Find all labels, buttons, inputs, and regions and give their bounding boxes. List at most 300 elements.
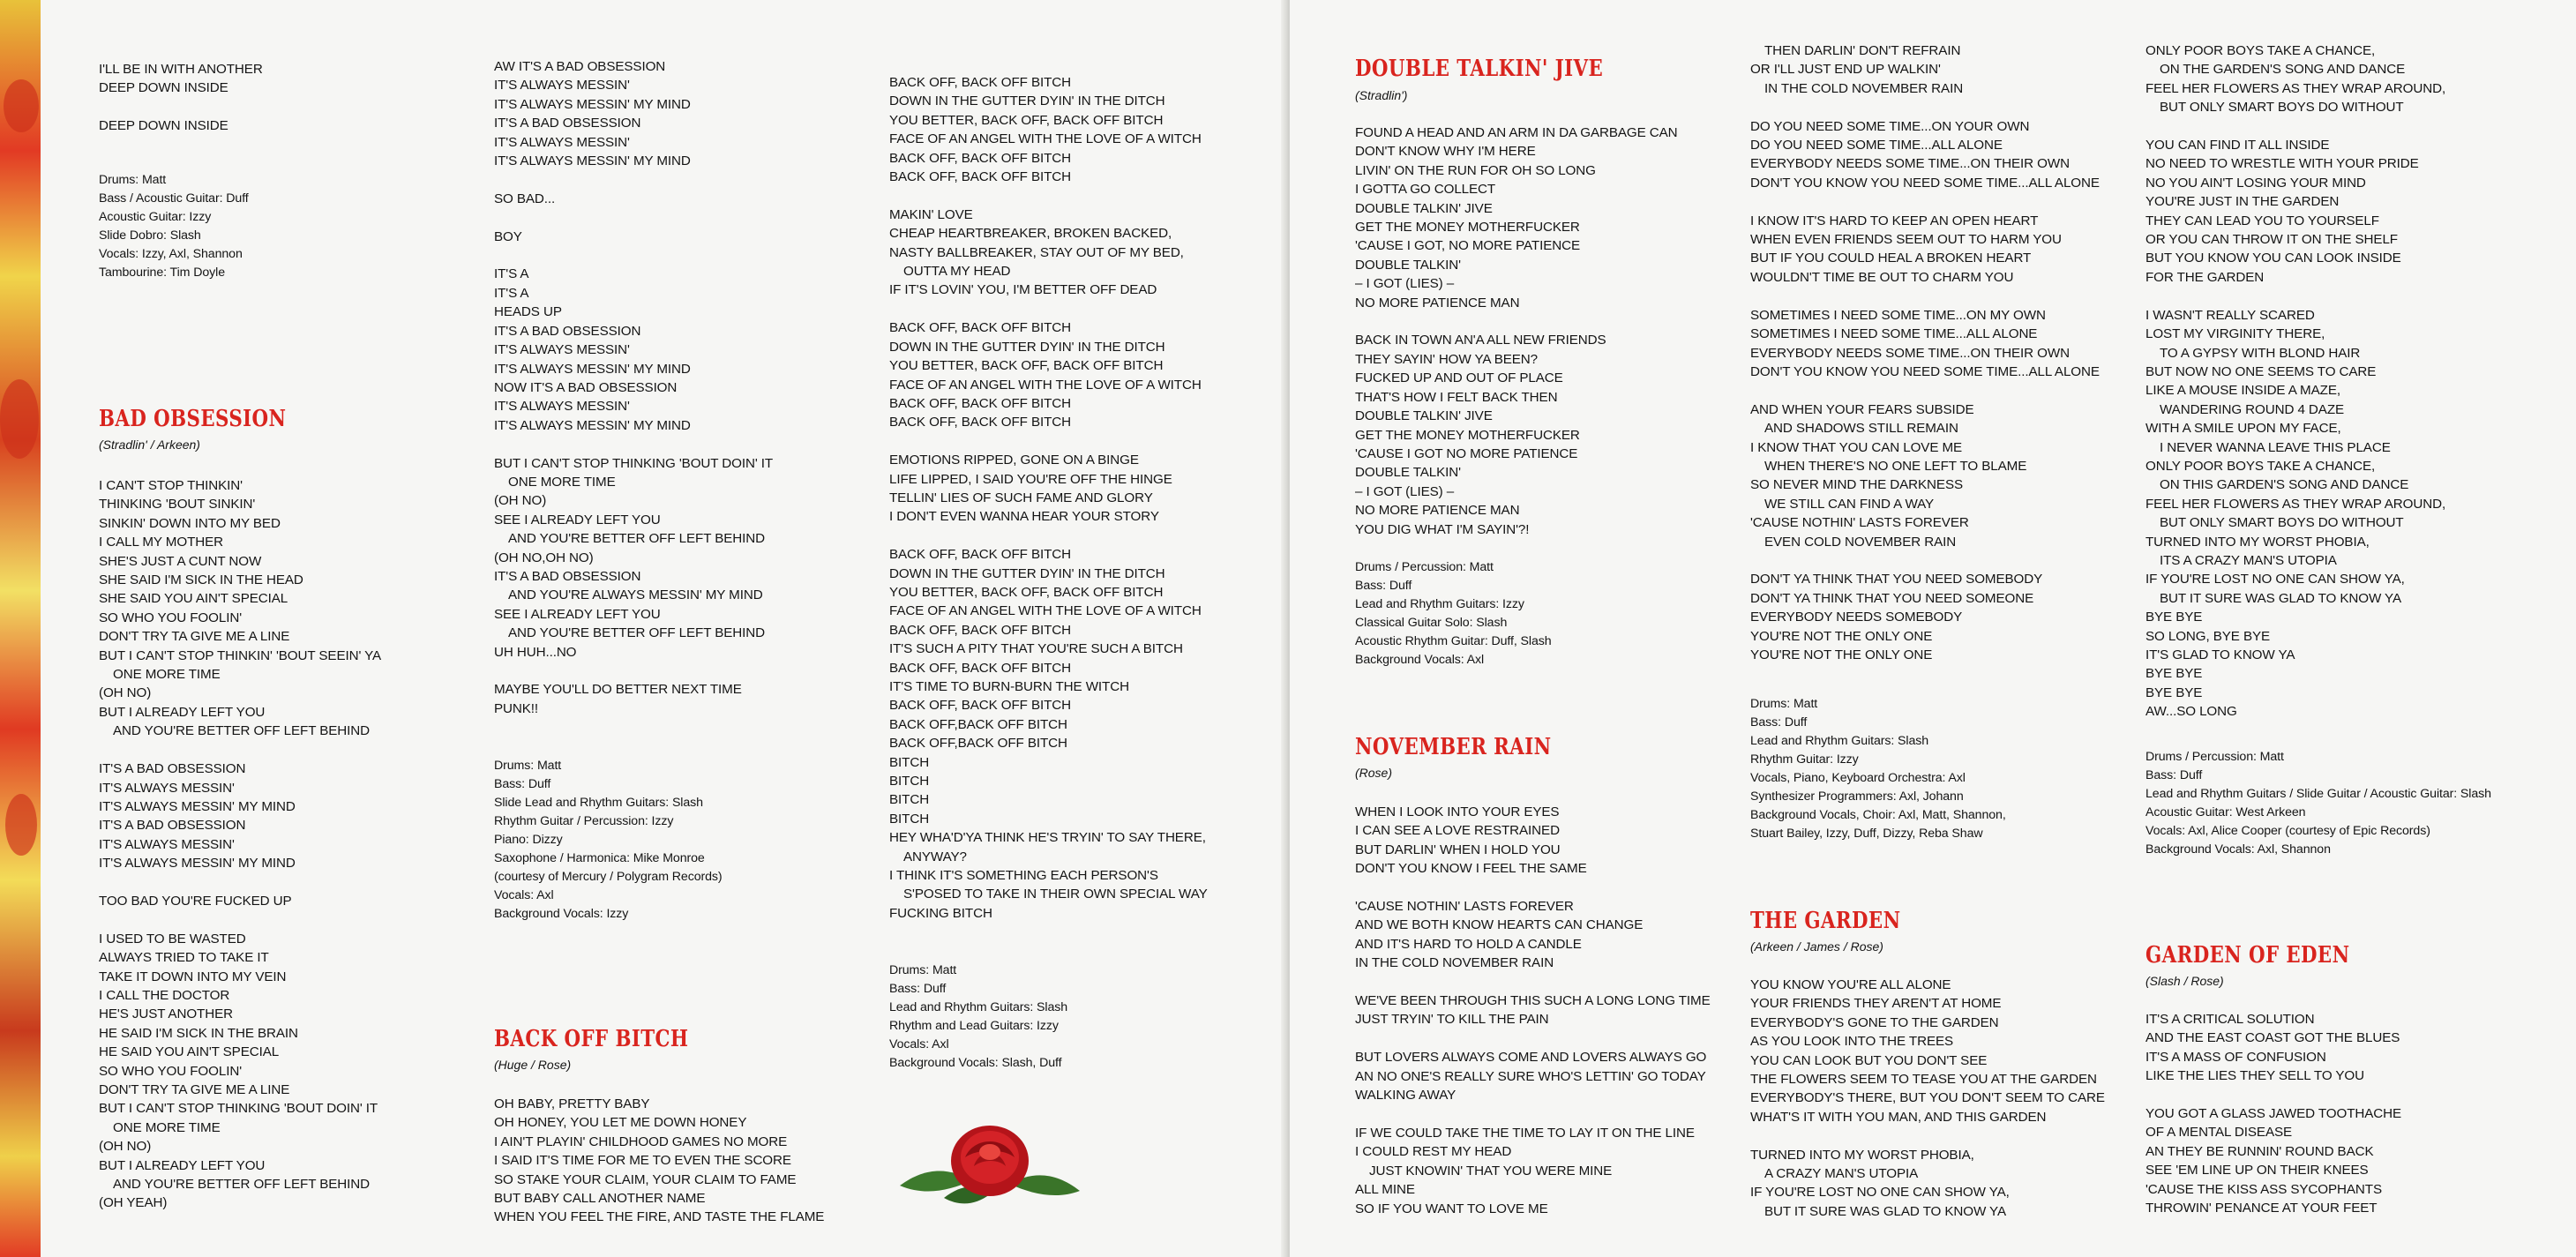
text-line: DOWN IN THE GUTTER DYIN' IN THE DITCH (889, 339, 1165, 355)
text-line: THAT'S HOW I FELT BACK THEN (1355, 389, 1558, 405)
text-line: BOY (494, 228, 522, 244)
text-line: Bass: Duff (889, 982, 947, 996)
text-line: GET THE MONEY MOTHERFUCKER (1355, 427, 1580, 443)
text-line: BACK OFF, BACK OFF BITCH (889, 622, 1072, 638)
text-line: HE SAID YOU AIN'T SPECIAL (99, 1044, 280, 1060)
blank-line (2145, 1086, 2401, 1104)
text-line: WHEN YOU FEEL THE FIRE, AND TASTE THE FLAME (494, 1209, 825, 1225)
text-line: IT'S ALWAYS MESSIN' MY MIND (99, 856, 296, 872)
text-line: EVERYBODY'S THERE, BUT YOU DON'T SEEM TO CARE (1750, 1090, 2105, 1106)
text-line: DOUBLE TALKIN' (1355, 465, 1461, 481)
text-line: BUT I CAN'T STOP THINKIN' 'BOUT SEEIN' YA (99, 647, 382, 663)
text-line: IT'S GLAD TO KNOW YA (2145, 647, 2295, 662)
song-title-double-talkin-jive: DOUBLE TALKIN' JIVE (1355, 56, 1604, 82)
text-line: SO NEVER MIND THE DARKNESS (1750, 477, 1964, 493)
text-line: DON'T TRY TA GIVE ME A LINE (99, 1082, 290, 1097)
text-line: Vocals: Axl (889, 1037, 949, 1051)
text-line: HE'S JUST ANOTHER (99, 1006, 233, 1022)
text-line: BACK OFF, BACK OFF BITCH (889, 169, 1072, 185)
text-line: OH HONEY, YOU LET ME DOWN HONEY (494, 1115, 747, 1131)
text-line: EVERYBODY NEEDS SOME TIME...ON THEIR OWN (1750, 345, 2070, 361)
text-line: 'CAUSE I GOT, NO MORE PATIENCE (1355, 238, 1581, 254)
text-line: YOU CAN FIND IT ALL INSIDE (2145, 138, 2330, 153)
text-line: ANYWAY? (903, 849, 967, 864)
text-line: BITCH (889, 811, 930, 827)
text-line: TELLIN' LIES OF SUCH FAME AND GLORY (889, 490, 1153, 505)
text-line: I NEVER WANNA LEAVE THIS PLACE (2160, 439, 2391, 455)
songwriters-double-talkin-jive: (Stradlin') (1355, 88, 1408, 102)
text-line: I CALL THE DOCTOR (99, 987, 230, 1003)
song-title-garden-of-eden: GARDEN OF EDEN (2145, 942, 2350, 969)
text-line: DON'T YOU KNOW YOU NEED SOME TIME...ALL ALONE (1750, 363, 2100, 379)
song-title-bad-obsession: BAD OBSESSION (99, 406, 287, 432)
text-line: BACK OFF, BACK OFF BITCH (889, 547, 1072, 563)
blank-line (1355, 879, 1711, 897)
lyrics-back-off-bitch (494, 1095, 824, 1227)
text-line: CHEAP HEARTBREAKER, BROKEN BACKED, (889, 226, 1172, 242)
text-line: BUT IF YOU COULD HEAL A BROKEN HEART (1750, 251, 2032, 266)
text-line: TAKE IT DOWN INTO MY VEIN (99, 969, 287, 984)
blank-line (889, 432, 1208, 451)
text-line: Drums: Matt (99, 173, 167, 187)
text-line: NO MORE PATIENCE MAN (1355, 295, 1520, 311)
text-line: NO YOU AIN'T LOSING YOUR MIND (2145, 175, 2366, 191)
songwriters-garden-of-eden: (Slash / Rose) (2145, 974, 2224, 988)
blank-line (1750, 287, 2100, 305)
text-line: BITCH (889, 792, 930, 808)
text-line: AND IT'S HARD TO HOLD A CANDLE (1355, 936, 1582, 952)
text-line: AW...SO LONG (2145, 704, 2237, 720)
songwriters-the-garden: (Arkeen / James / Rose) (1750, 939, 1883, 954)
left-page-artwork-edge (0, 0, 41, 1257)
text-line: IF WE COULD TAKE THE TIME TO LAY IT ON THE LINE (1355, 1125, 1695, 1141)
col1-credits (99, 171, 249, 282)
text-line: Rhythm and Lead Guitars: Izzy (889, 1019, 1059, 1033)
lyrics-bad-obsession (99, 476, 381, 1213)
text-line: IT'S ALWAYS MESSIN' MY MIND (494, 361, 691, 377)
text-line: BUT NOW NO ONE SEEMS TO CARE (2145, 363, 2377, 379)
text-line: WE'VE BEEN THROUGH THIS SUCH A LONG LONG TIME (1355, 993, 1711, 1009)
text-line: IT'S ALWAYS MESSIN' (494, 342, 630, 358)
text-line: FACE OF AN ANGEL WITH THE LOVE OF A WITCH (889, 377, 1202, 393)
text-line: WITH A SMILE UPON MY FACE, (2145, 421, 2341, 437)
text-line: THE FLOWERS SEEM TO TEASE YOU AT THE GARDEN (1750, 1072, 2097, 1088)
text-line: BACK IN TOWN AN'A ALL NEW FRIENDS (1355, 333, 1606, 348)
text-line: THEN DARLIN' DON'T REFRAIN (1764, 43, 1961, 58)
text-line: WOULDN'T TIME BE OUT TO CHARM YOU (1750, 269, 2014, 285)
text-line: A CRAZY MAN'S UTOPIA (1764, 1166, 1919, 1182)
text-line: Drums: Matt (889, 963, 957, 977)
text-line: BACK OFF,BACK OFF BITCH (889, 716, 1067, 732)
blank-line (494, 170, 773, 189)
col3-credits (889, 961, 1067, 1073)
text-line: IT'S A BAD OBSESSION (494, 323, 641, 339)
text-line: HEY WHA'D'YA THINK HE'S TRYIN' TO SAY THERE, (889, 830, 1206, 846)
text-line: EVEN COLD NOVEMBER RAIN (1764, 534, 1957, 550)
song-title-the-garden: THE GARDEN (1750, 908, 1901, 934)
text-line: BACK OFF, BACK OFF BITCH (889, 415, 1072, 430)
text-line: Drums / Percussion: Matt (2145, 750, 2284, 764)
text-line: AW IT'S A BAD OBSESSION (494, 59, 666, 74)
text-line: Rhythm Guitar / Percussion: Izzy (494, 814, 674, 828)
text-line: OR I'LL JUST END UP WALKIN' (1750, 62, 1941, 78)
text-line: TURNED INTO MY WORST PHOBIA, (1750, 1147, 1974, 1163)
text-line: EVERYBODY NEEDS SOMEBODY (1750, 610, 1963, 625)
text-line: FOUND A HEAD AND AN ARM IN DA GARBAGE CAN (1355, 125, 1678, 140)
text-line: SOMETIMES I NEED SOME TIME...ALL ALONE (1750, 326, 2038, 342)
blank-line (494, 435, 773, 453)
text-line: THEY CAN LEAD YOU TO YOURSELF (2145, 213, 2379, 228)
blank-line (1355, 1029, 1711, 1048)
song-title-back-off-bitch: BACK OFF BITCH (494, 1026, 689, 1052)
text-line: LIKE THE LIES THEY SELL TO YOU (2145, 1068, 2364, 1084)
text-line: HE SAID I'M SICK IN THE BRAIN (99, 1025, 298, 1041)
text-line: AN THEY BE RUNNIN' ROUND BACK (2145, 1143, 2374, 1159)
text-line: Acoustic Guitar: West Arkeen (2145, 805, 2306, 819)
text-line: LOST MY VIRGINITY THERE, (2145, 326, 2325, 342)
text-line: BACK OFF, BACK OFF BITCH (889, 75, 1072, 90)
text-line: EVERYBODY NEEDS SOME TIME...ON THEIR OWN (1750, 156, 2070, 172)
text-line: IT'S SUCH A PITY THAT YOU'RE SUCH A BITCH (889, 641, 1183, 657)
text-line: BUT DARLIN' WHEN I HOLD YOU (1355, 842, 1561, 857)
text-line: DON'T TRY TA GIVE ME A LINE (99, 629, 290, 645)
text-line: YOU CAN LOOK BUT YOU DON'T SEE (1750, 1052, 1988, 1068)
text-line: AN NO ONE'S REALLY SURE WHO'S LETTIN' GO TODAY (1355, 1068, 1706, 1084)
text-line: IT'S ALWAYS MESSIN' (99, 836, 235, 852)
text-line: DEEP DOWN INSIDE (99, 80, 228, 96)
text-line: DOUBLE TALKIN' JIVE (1355, 408, 1493, 424)
text-line: IT'S A BAD OBSESSION (494, 116, 641, 131)
text-line: DO YOU NEED SOME TIME...ALL ALONE (1750, 138, 2003, 153)
text-line: LIVIN' ON THE RUN FOR OH SO LONG (1355, 162, 1596, 178)
text-line: Tambourine: Tim Doyle (99, 266, 225, 280)
text-line: YOU BETTER, BACK OFF, BACK OFF BITCH (889, 112, 1164, 128)
text-line: I COULD REST MY HEAD (1355, 1144, 1512, 1160)
col1-top-lyrics (99, 60, 263, 136)
text-line: Background Vocals, Choir: Axl, Matt, Shannon, (1750, 808, 2006, 822)
text-line: YOU BETTER, BACK OFF, BACK OFF BITCH (889, 358, 1164, 374)
text-line: IT'S ALWAYS MESSIN' (494, 399, 630, 415)
text-line: AND YOU'RE BETTER OFF LEFT BEHIND (508, 625, 766, 641)
text-line: IT'S A BAD OBSESSION (99, 818, 246, 834)
text-line: Lead and Rhythm Guitars: Slash (889, 1000, 1068, 1014)
text-line: I CALL MY MOTHER (99, 535, 224, 550)
text-line: (OH NO) (99, 1139, 152, 1155)
text-line: S'POSED TO TAKE IN THEIR OWN SPECIAL WAY (903, 887, 1208, 902)
blank-line (1750, 192, 2100, 211)
text-line: DON'T YA THINK THAT YOU NEED SOMEONE (1750, 590, 2034, 606)
text-line: IT'S ALWAYS MESSIN' MY MIND (494, 96, 691, 112)
text-line: Bass: Duff (2145, 768, 2203, 782)
text-line: Vocals, Piano, Keyboard Orchestra: Axl (1750, 771, 1966, 785)
text-line: Drums: Matt (494, 759, 562, 773)
text-line: FEEL HER FLOWERS AS THEY WRAP AROUND, (2145, 80, 2446, 96)
text-line: Lead and Rhythm Guitars: Izzy (1355, 597, 1524, 611)
blank-line (99, 910, 381, 929)
text-line: Classical Guitar Solo: Slash (1355, 616, 1508, 630)
text-line: Acoustic Guitar: Izzy (99, 210, 212, 224)
text-line: – I GOT (LIES) – (1355, 276, 1455, 292)
text-line: IT'S ALWAYS MESSIN' (99, 780, 235, 796)
text-line: WHEN THERE'S NO ONE LEFT TO BLAME (1764, 458, 2027, 474)
text-line: OH BABY, PRETTY BABY (494, 1096, 650, 1111)
text-line: IT'S ALWAYS MESSIN' MY MIND (99, 798, 296, 814)
text-line: SINKIN' DOWN INTO MY BED (99, 515, 281, 531)
text-line: BACK OFF, BACK OFF BITCH (889, 698, 1072, 714)
text-line: IN THE COLD NOVEMBER RAIN (1764, 80, 1964, 96)
text-line: EMOTIONS RIPPED, GONE ON A BINGE (889, 453, 1139, 468)
text-line: SO WHO YOU FOOLIN' (99, 1063, 242, 1079)
text-line: ON THE GARDEN'S SONG AND DANCE (2160, 62, 2406, 78)
text-line: AND SHADOWS STILL REMAIN (1764, 421, 1958, 437)
text-line: IT'S A (494, 285, 529, 301)
blank-line (889, 527, 1208, 545)
text-line: BACK OFF, BACK OFF BITCH (889, 660, 1072, 676)
text-line: IT'S A (494, 266, 529, 282)
text-line: I USED TO BE WASTED (99, 931, 246, 946)
song-title-november-rain: NOVEMBER RAIN (1355, 734, 1552, 760)
text-line: Lead and Rhythm Guitars / Slide Guitar / Acoustic Guitar: Slash (2145, 787, 2491, 801)
text-line: UH HUH...NO (494, 644, 577, 660)
text-line: Drums / Percussion: Matt (1355, 560, 1494, 574)
col5-credits (1750, 695, 2006, 843)
blank-line (889, 186, 1208, 205)
text-line: Vocals: Axl (494, 888, 554, 902)
text-line: BYE BYE (2145, 685, 2203, 700)
lyrics-garden-of-eden (2145, 1010, 2401, 1217)
text-line: BYE BYE (2145, 610, 2203, 625)
text-line: IF IT'S LOVIN' YOU, I'M BETTER OFF DEAD (889, 282, 1157, 298)
text-line: I THINK IT'S SOMETHING EACH PERSON'S (889, 868, 1158, 884)
text-line: IT'S A BAD OBSESSION (99, 761, 246, 777)
col2-lyrics (494, 57, 773, 718)
text-line: I CAN'T STOP THINKIN' (99, 478, 243, 493)
text-line: ONLY POOR BOYS TAKE A CHANCE, (2145, 43, 2376, 58)
text-line: OR YOU CAN THROW IT ON THE SHELF (2145, 232, 2398, 248)
text-line: I DON'T EVEN WANNA HEAR YOUR STORY (889, 509, 1159, 525)
text-line: NASTY BALLBREAKER, STAY OUT OF MY BED, (889, 244, 1184, 260)
text-line: BUT LOVERS ALWAYS COME AND LOVERS ALWAYS GO (1355, 1050, 1707, 1066)
text-line: I SAID IT'S TIME FOR ME TO EVEN THE SCORE (494, 1153, 791, 1169)
blank-line (1355, 312, 1678, 331)
text-line: Drums: Matt (1750, 697, 1818, 711)
text-line: IT'S A MASS OF CONFUSION (2145, 1049, 2326, 1065)
blank-line (494, 662, 773, 680)
text-line: DO YOU NEED SOME TIME...ON YOUR OWN (1750, 118, 2030, 134)
text-line: IT'S ALWAYS MESSIN' (494, 78, 630, 94)
text-line: YOU'RE JUST IN THE GARDEN (2145, 194, 2340, 210)
text-line: 'CAUSE THE KISS ASS SYCOPHANTS (2145, 1181, 2383, 1197)
text-line: BUT I CAN'T STOP THINKING 'BOUT DOIN' IT (494, 455, 774, 471)
text-line: Background Vocals: Slash, Duff (889, 1056, 1062, 1070)
text-line: Acoustic Rhythm Guitar: Duff, Slash (1355, 634, 1552, 648)
text-line: Slide Lead and Rhythm Guitars: Slash (494, 796, 703, 810)
text-line: YOU GOT A GLASS JAWED TOOTHACHE (2145, 1106, 2402, 1122)
text-line: BUT BABY CALL ANOTHER NAME (494, 1191, 706, 1207)
text-line: YOU'RE NOT THE ONLY ONE (1750, 628, 1933, 644)
text-line: DOWN IN THE GUTTER DYIN' IN THE DITCH (889, 565, 1165, 581)
songwriters-bad-obsession: (Stradlin' / Arkeen) (99, 438, 200, 452)
text-line: SO BAD... (494, 191, 556, 206)
text-line: SO STAKE YOUR CLAIM, YOUR CLAIM TO FAME (494, 1171, 797, 1187)
text-line: IT'S A BAD OBSESSION (494, 568, 641, 584)
blank-line (2145, 117, 2445, 136)
text-line: AND YOU'RE BETTER OFF LEFT BEHIND (508, 531, 766, 547)
text-line: I GOTTA GO COLLECT (1355, 182, 1496, 198)
blank-line (1750, 98, 2100, 116)
text-line: Synthesizer Programmers: Axl, Johann (1750, 789, 1964, 804)
text-line: ONLY POOR BOYS TAKE A CHANCE, (2145, 458, 2376, 474)
text-line: FACE OF AN ANGEL WITH THE LOVE OF A WITCH (889, 131, 1202, 147)
text-line: DON'T KNOW WHY I'M HERE (1355, 144, 1536, 160)
text-line: WHEN I LOOK INTO YOUR EYES (1355, 804, 1560, 819)
red-rose-illustration (891, 1110, 1089, 1214)
text-line: WHAT'S IT WITH YOU MAN, AND THIS GARDEN (1750, 1109, 2047, 1125)
text-line: LIKE A MOUSE INSIDE A MAZE, (2145, 383, 2340, 399)
text-line: OF A MENTAL DISEASE (2145, 1125, 2293, 1141)
text-line: BUT ONLY SMART BOYS DO WITHOUT (2160, 515, 2404, 531)
text-line: I KNOW IT'S HARD TO KEEP AN OPEN HEART (1750, 213, 2039, 228)
text-line: YOU BETTER, BACK OFF, BACK OFF BITCH (889, 584, 1164, 600)
text-line: NO MORE PATIENCE MAN (1355, 503, 1520, 519)
text-line: PUNK!! (494, 700, 539, 716)
text-line: Vocals: Axl, Alice Cooper (courtesy of Epic Records) (2145, 824, 2430, 838)
text-line: I CAN SEE A LOVE RESTRAINED (1355, 823, 1560, 839)
text-line: I'LL BE IN WITH ANOTHER (99, 62, 263, 77)
text-line: TURNED INTO MY WORST PHOBIA, (2145, 534, 2370, 550)
text-line: DOUBLE TALKIN' JIVE (1355, 200, 1493, 216)
blank-line (494, 208, 773, 227)
text-line: BUT IT SURE WAS GLAD TO KNOW YA (1764, 1203, 2006, 1219)
text-line: IF YOU'RE LOST NO ONE CAN SHOW YA, (1750, 1185, 2010, 1201)
text-line: MAKIN' LOVE (889, 206, 973, 222)
text-line: (OH NO) (494, 493, 547, 509)
text-line: ONE MORE TIME (113, 1119, 221, 1135)
text-line: NOW IT'S A BAD OBSESSION (494, 379, 678, 395)
text-line: ITS A CRAZY MAN'S UTOPIA (2160, 552, 2337, 568)
text-line: THROWIN' PENANCE AT YOUR FEET (2145, 1201, 2378, 1216)
text-line: ALL MINE (1355, 1182, 1415, 1198)
blank-line (1750, 381, 2100, 400)
text-line: AND YOU'RE ALWAYS MESSIN' MY MIND (508, 587, 763, 603)
blank-line (99, 741, 381, 759)
text-line: WALKING AWAY (1355, 1088, 1456, 1104)
text-line: IT'S ALWAYS MESSIN' (494, 134, 630, 150)
blank-line (494, 246, 773, 265)
text-line: IT'S ALWAYS MESSIN' MY MIND (494, 417, 691, 433)
text-line: BACK OFF, BACK OFF BITCH (889, 150, 1072, 166)
text-line: IN THE COLD NOVEMBER RAIN (1355, 955, 1554, 971)
text-line: BACK OFF, BACK OFF BITCH (889, 395, 1072, 411)
text-line: IT'S A CRITICAL SOLUTION (2145, 1012, 2315, 1027)
text-line: BYE BYE (2145, 666, 2203, 682)
booklet-right-page (1290, 0, 2576, 1257)
text-line: Bass / Acoustic Guitar: Duff (99, 191, 249, 206)
text-line: SEE 'EM LINE UP ON THEIR KNEES (2145, 1163, 2369, 1178)
text-line: AND YOU'RE BETTER OFF LEFT BEHIND (113, 1177, 371, 1193)
text-line: WHEN EVEN FRIENDS SEEM OUT TO HARM YOU (1750, 232, 2062, 248)
text-line: Bass: Duff (1355, 579, 1412, 593)
text-line: SHE SAID YOU AIN'T SPECIAL (99, 591, 288, 607)
text-line: Background Vocals: Axl (1355, 653, 1485, 667)
text-line: Piano: Dizzy (494, 833, 563, 847)
credits-double-talkin-jive (1355, 558, 1552, 670)
text-line: AND WE BOTH KNOW HEARTS CAN CHANGE (1355, 917, 1644, 933)
text-line: LIFE LIPPED, I SAID YOU'RE OFF THE HINGE (889, 471, 1172, 487)
text-line: IF YOU'RE LOST NO ONE CAN SHOW YA, (2145, 572, 2405, 587)
text-line: Lead and Rhythm Guitars: Slash (1750, 734, 1929, 748)
text-line: DON'T YA THINK THAT YOU NEED SOMEBODY (1750, 572, 2043, 587)
text-line: SEE I ALREADY LEFT YOU (494, 606, 661, 622)
text-line: DEEP DOWN INSIDE (99, 118, 228, 134)
text-line: BUT I ALREADY LEFT YOU (99, 1157, 266, 1173)
text-line: NO NEED TO WRESTLE WITH YOUR PRIDE (2145, 156, 2419, 172)
text-line: Rhythm Guitar: Izzy (1750, 752, 1859, 767)
text-line: DON'T YOU KNOW I FEEL THE SAME (1355, 861, 1587, 877)
text-line: HEADS UP (494, 304, 562, 320)
blank-line (1355, 1105, 1711, 1124)
text-line: SO WHO YOU FOOLIN' (99, 610, 242, 625)
text-line: YOU DIG WHAT I'M SAYIN'?! (1355, 521, 1530, 537)
text-line: FUCKING BITCH (889, 905, 992, 921)
text-line: (OH YEAH) (99, 1195, 168, 1211)
text-line: TO A GYPSY WITH BLOND HAIR (2160, 345, 2361, 361)
songwriters-back-off-bitch: (Huge / Rose) (494, 1058, 572, 1072)
text-line: Background Vocals: Izzy (494, 907, 629, 921)
text-line: THEY SAYIN' HOW YA BEEN? (1355, 351, 1538, 367)
text-line: SHE'S JUST A CUNT NOW (99, 553, 262, 569)
text-line: YOU'RE NOT THE ONLY ONE (1750, 647, 1933, 662)
text-line: FEEL HER FLOWERS AS THEY WRAP AROUND, (2145, 496, 2446, 512)
text-line: FOR THE GARDEN (2145, 269, 2265, 285)
text-line: BUT ONLY SMART BOYS DO WITHOUT (2160, 100, 2404, 116)
songwriters-november-rain: (Rose) (1355, 766, 1393, 780)
text-line: AND YOU'RE BETTER OFF LEFT BEHIND (113, 723, 371, 739)
blank-line (1750, 1126, 2105, 1145)
text-line: YOUR FRIENDS THEY AREN'T AT HOME (1750, 996, 2002, 1012)
col6-lyrics (2145, 41, 2445, 722)
text-line: BACK OFF, BACK OFF BITCH (889, 320, 1072, 336)
text-line: 'CAUSE NOTHIN' LASTS FOREVER (1750, 515, 1969, 531)
text-line: ONE MORE TIME (508, 474, 616, 490)
text-line: DOWN IN THE GUTTER DYIN' IN THE DITCH (889, 94, 1165, 109)
text-line: EVERYBODY'S GONE TO THE GARDEN (1750, 1014, 1999, 1030)
blank-line (2145, 287, 2445, 305)
text-line: BUT I CAN'T STOP THINKING 'BOUT DOIN' IT (99, 1101, 378, 1117)
text-line: SO LONG, BYE BYE (2145, 628, 2271, 644)
text-line: – I GOT (LIES) – (1355, 483, 1455, 499)
col2-credits (494, 757, 723, 924)
blank-line (1750, 551, 2100, 570)
booklet-left-page (0, 0, 1286, 1257)
text-line: SEE I ALREADY LEFT YOU (494, 512, 661, 527)
text-line: 'CAUSE I GOT NO MORE PATIENCE (1355, 445, 1578, 461)
text-line: (OH NO,OH NO) (494, 550, 594, 565)
text-line: AND WHEN YOUR FEARS SUBSIDE (1750, 401, 1974, 417)
text-line: JUST TRYIN' TO KILL THE PAIN (1355, 1012, 1549, 1028)
text-line: THINKING 'BOUT SINKIN' (99, 497, 256, 513)
lyrics-the-garden (1750, 976, 2105, 1221)
text-line: WANDERING ROUND 4 DAZE (2160, 401, 2345, 417)
text-line: BUT I ALREADY LEFT YOU (99, 704, 266, 720)
text-line: IT'S ALWAYS MESSIN' MY MIND (494, 153, 691, 169)
text-line: IT'S TIME TO BURN-BURN THE WITCH (889, 679, 1129, 694)
text-line: BUT IT SURE WAS GLAD TO KNOW YA (2160, 590, 2401, 606)
text-line: BITCH (889, 774, 930, 789)
text-line: I WASN'T REALLY SCARED (2145, 307, 2315, 323)
text-line: BITCH (889, 754, 930, 770)
lyrics-november-rain (1355, 803, 1711, 1218)
